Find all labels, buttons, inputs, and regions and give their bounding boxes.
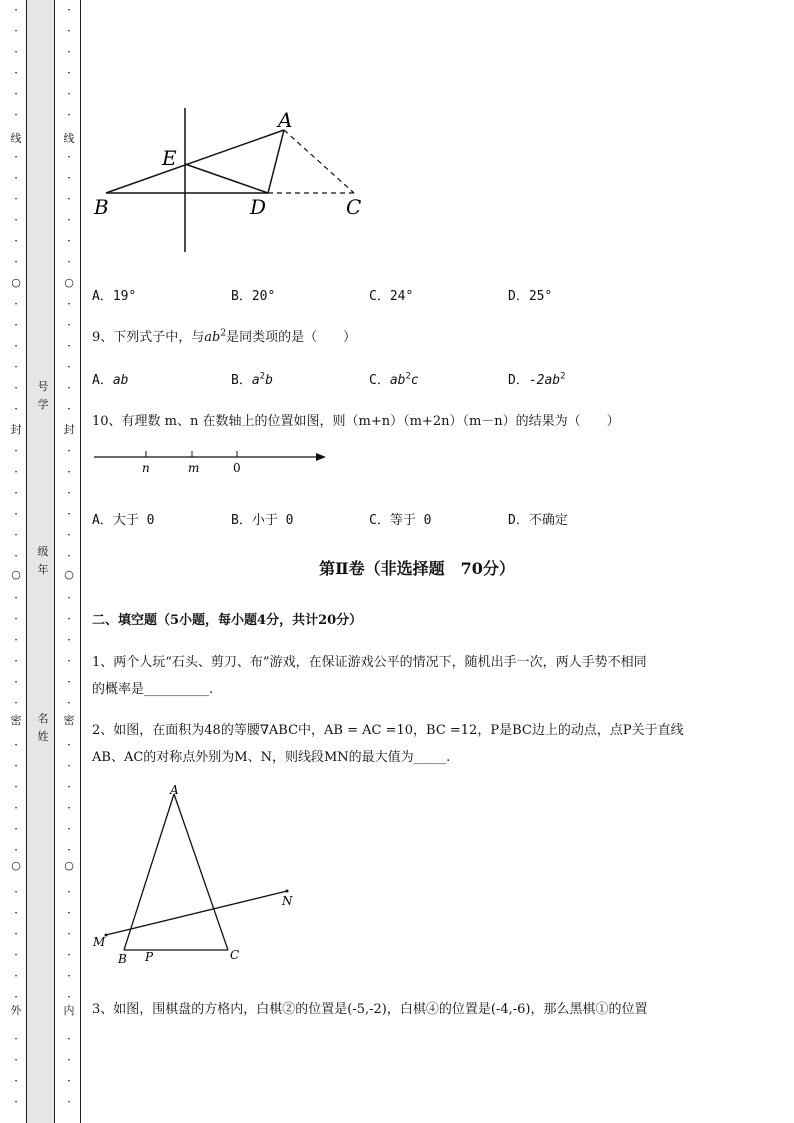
binding-dot: ·	[67, 402, 71, 416]
part2-title: 二、填空题（5小题，每小题4分，共计20分）	[92, 613, 363, 628]
binding-dot: ·	[67, 990, 71, 1004]
q9-option-a: A．ab	[92, 373, 129, 388]
binding-dot: ·	[14, 381, 18, 395]
inner-mark: ○	[64, 859, 74, 872]
binding-dot: ·	[67, 45, 71, 59]
field-label-grade: 级年	[37, 545, 49, 576]
inner-mark: ○	[64, 568, 74, 581]
field-label-name: 名姓	[37, 712, 49, 743]
binding-dot: ·	[67, 885, 71, 899]
binding-dot: ·	[14, 780, 18, 794]
binding-dot: ·	[67, 654, 71, 668]
binding-dot: ·	[67, 843, 71, 857]
binding-dot: ·	[14, 843, 18, 857]
outer-mark: ○	[11, 859, 21, 872]
binding-edge-line	[80, 0, 81, 1123]
binding-dot: ·	[67, 801, 71, 815]
q10-option-c: C．等于 0	[369, 513, 432, 528]
outer-mark: 密	[10, 714, 22, 727]
binding-dot: ·	[14, 66, 18, 80]
field-label-number: 号学	[37, 380, 49, 411]
binding-dot: ·	[14, 234, 18, 248]
binding-dot: ·	[67, 948, 71, 962]
inner-dot-column	[61, 0, 77, 1123]
binding-dot: ·	[14, 591, 18, 605]
inner-mark: 线	[63, 132, 75, 145]
q9-option-d: D．$-2ab^2$	[508, 371, 566, 388]
outer-mark: 封	[10, 423, 22, 436]
binding-dot: ·	[14, 990, 18, 1004]
binding-dot: ·	[67, 927, 71, 941]
binding-dot: ·	[67, 171, 71, 185]
binding-dot: ·	[67, 255, 71, 269]
label-a: A	[278, 108, 293, 132]
label-c: C	[346, 195, 362, 219]
q10-option-a: A．大于 0	[92, 513, 155, 528]
q9-option-b: B．$a^2b$	[231, 371, 273, 388]
binding-dot: ·	[14, 444, 18, 458]
binding-dot: ·	[14, 486, 18, 500]
binding-dot: ·	[14, 906, 18, 920]
binding-dot: ·	[14, 948, 18, 962]
inner-mark: 密	[63, 714, 75, 727]
outer-mark: 线	[10, 132, 22, 145]
binding-dot: ·	[67, 339, 71, 353]
binding-dot: ·	[14, 192, 18, 206]
label-c: C	[230, 948, 240, 962]
binding-dot: ·	[14, 339, 18, 353]
outer-mark: ○	[11, 568, 21, 581]
binding-dot: ·	[14, 1053, 18, 1067]
binding-dot: ·	[67, 591, 71, 605]
binding-dot: ·	[14, 108, 18, 122]
fq1-line2: 的概率是__________.	[92, 682, 214, 697]
q8-option-b: B．20°	[231, 289, 276, 304]
binding-dot: ·	[67, 822, 71, 836]
binding-dot: ·	[67, 486, 71, 500]
label-m: M	[93, 935, 106, 949]
binding-dot: ·	[14, 171, 18, 185]
axis-label-m: m	[188, 461, 200, 475]
label-a: A	[170, 783, 179, 797]
binding-dot: ·	[14, 87, 18, 101]
label-n: N	[282, 894, 293, 908]
q9-option-c: C．$ab^2c$	[369, 371, 419, 388]
q9-term: ab	[204, 330, 221, 345]
binding-dot: ·	[14, 822, 18, 836]
section-title: 第Ⅱ卷（非选择题 70分）	[319, 559, 515, 578]
binding-dot: ·	[14, 759, 18, 773]
binding-dot: ·	[67, 1074, 71, 1088]
binding-dot: ·	[14, 654, 18, 668]
binding-dot: ·	[67, 780, 71, 794]
binding-dot: ·	[67, 738, 71, 752]
binding-dot: ·	[14, 969, 18, 983]
label-e: E	[162, 146, 177, 170]
binding-dot: ·	[14, 633, 18, 647]
binding-dot: ·	[67, 507, 71, 521]
binding-dot: ·	[67, 1095, 71, 1109]
outer-dot-column	[8, 0, 24, 1123]
binding-dot: ·	[67, 192, 71, 206]
q8-option-a: A．19°	[92, 289, 137, 304]
q8-option-d: D．25°	[508, 289, 553, 304]
axis-label-n: n	[142, 461, 150, 475]
binding-dot: ·	[14, 1074, 18, 1088]
binding-dot: ·	[14, 297, 18, 311]
binding-dot: ·	[14, 675, 18, 689]
inner-mark: ○	[64, 276, 74, 289]
binding-dot: ·	[67, 150, 71, 164]
outer-mark: 外	[10, 1004, 22, 1017]
binding-dot: ·	[67, 612, 71, 626]
binding-dot: ·	[14, 612, 18, 626]
label-p: P	[145, 950, 154, 964]
binding-dot: ·	[14, 738, 18, 752]
binding-dot: ·	[14, 150, 18, 164]
binding-dot: ·	[67, 675, 71, 689]
binding-dot: ·	[67, 381, 71, 395]
binding-dot: ·	[67, 444, 71, 458]
binding-dot: ·	[14, 801, 18, 815]
binding-dot: ·	[67, 549, 71, 563]
binding-dot: ·	[67, 24, 71, 38]
binding-dot: ·	[67, 108, 71, 122]
figure-triangle-ebd	[92, 100, 382, 260]
q10-question: 10、有理数 m、n 在数轴上的位置如图，则（m+n）（m+2n）（m－n）的结果为（ ）	[92, 414, 620, 429]
binding-dot: ·	[14, 885, 18, 899]
binding-dot: ·	[67, 1053, 71, 1067]
inner-mark: 内	[63, 1004, 75, 1017]
label-d: D	[250, 195, 267, 219]
binding-dot: ·	[14, 696, 18, 710]
fq3-line1: 3、如图，围棋盘的方格内，白棋②的位置是(-5,-2)，白棋④的位置是(-4,-6)，那么黑棋①的位置	[92, 1002, 648, 1017]
binding-dot: ·	[67, 297, 71, 311]
binding-dot: ·	[14, 528, 18, 542]
binding-dot: ·	[14, 549, 18, 563]
binding-dot: ·	[67, 969, 71, 983]
binding-dot: ·	[14, 213, 18, 227]
label-b: B	[118, 952, 127, 966]
binding-dot: ·	[67, 234, 71, 248]
fq1-line1: 1、两个人玩“石头、剪刀、布”游戏，在保证游戏公平的情况下，随机出手一次，两人手势不相同	[92, 655, 647, 670]
binding-dot: ·	[67, 1032, 71, 1046]
binding-dot: ·	[67, 318, 71, 332]
label-b: B	[94, 195, 109, 219]
fq2-line2: AB、AC的对称点外别为M、N，则线段MN的最大值为_____.	[92, 750, 451, 765]
binding-dot: ·	[14, 402, 18, 416]
binding-dot: ·	[14, 927, 18, 941]
binding-dot: ·	[67, 360, 71, 374]
binding-dot: ·	[14, 1095, 18, 1109]
axis-label-zero: 0	[233, 461, 241, 475]
q9-question: 9、下列式子中，与$ab^2$是同类项的是（ ）	[92, 328, 357, 345]
figure-triangle-abc	[92, 780, 312, 970]
binding-dot: ·	[14, 507, 18, 521]
fq2-line1: 2、如图，在面积为48的等腰∇ABC中，AB = AC =10，BC =12，P是BC边上的动点，点P关于直线	[92, 723, 684, 738]
binding-strip	[0, 0, 82, 1123]
number-line	[92, 446, 332, 476]
binding-dot: ·	[67, 759, 71, 773]
binding-dot: ·	[67, 213, 71, 227]
binding-dot: ·	[14, 318, 18, 332]
binding-dot: ·	[67, 633, 71, 647]
q10-option-b: B．小于 0	[231, 513, 294, 528]
binding-dot: ·	[14, 24, 18, 38]
binding-dot: ·	[14, 3, 18, 17]
binding-dot: ·	[67, 87, 71, 101]
binding-dot: ·	[14, 255, 18, 269]
binding-dot: ·	[14, 45, 18, 59]
binding-dot: ·	[14, 465, 18, 479]
binding-dot: ·	[14, 360, 18, 374]
binding-dot: ·	[67, 66, 71, 80]
binding-dot: ·	[67, 3, 71, 17]
q10-option-d: D．不确定	[508, 513, 568, 528]
binding-dot: ·	[14, 1032, 18, 1046]
binding-dot: ·	[67, 696, 71, 710]
q8-option-c: C．24°	[369, 289, 414, 304]
binding-dot: ·	[67, 528, 71, 542]
binding-dot: ·	[67, 906, 71, 920]
binding-dot: ·	[67, 465, 71, 479]
inner-mark: 封	[63, 423, 75, 436]
outer-mark: ○	[11, 276, 21, 289]
